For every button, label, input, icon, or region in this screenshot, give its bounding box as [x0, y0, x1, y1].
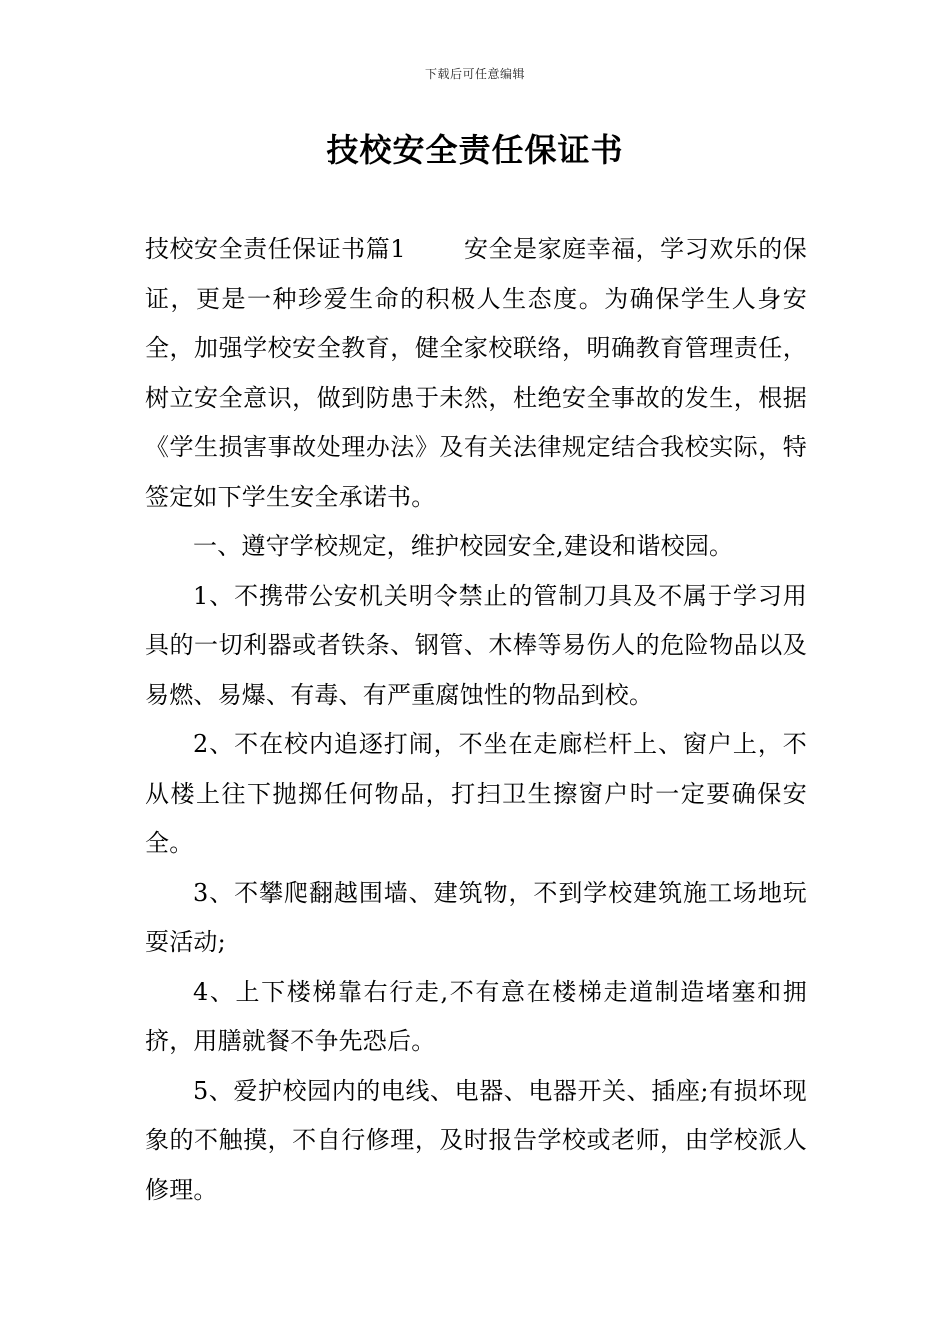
rule-paragraph-4: 4、上下楼梯靠右行走,不有意在楼梯走道制造堵塞和拥挤，用膳就餐不争先恐后。 [145, 977, 807, 1055]
document-title: 技校安全责任保证书 [326, 131, 624, 169]
section-heading: 技校安全责任保证书篇1 [145, 235, 406, 263]
header-note: 下载后可任意编辑 [424, 67, 525, 81]
rule-paragraph-0: 一、遵守学校规定，维护校园安全,建设和谐校园。 [193, 532, 734, 560]
intro-paragraph [145, 225, 807, 522]
rule-paragraph-2: 2、不在校内追逐打闹，不坐在走廊栏杆上、窗户上，不从楼上往下抛掷任何物品，打扫卫生擦窗户时一定要确保安全。 [145, 730, 807, 857]
document-body [145, 225, 807, 1215]
rule-paragraph-3: 3、不攀爬翻越围墙、建筑物，不到学校建筑施工场地玩耍活动; [145, 878, 807, 956]
rule-paragraph-5: 5、爱护校园内的电线、电器、电器开关、插座;有损坏现象的不触摸，不自行修理，及时报告学校或老师，由学校派人修理。 [145, 1076, 807, 1204]
rule-paragraph-1: 1、不携带公安机关明令禁止的管制刀具及不属于学习用具的一切利器或者铁条、钢管、木棒等易伤人的危险物品以及易燃、易爆、有毒、有严重腐蚀性的物品到校。 [145, 581, 807, 709]
intro-text: 安全是家庭幸福，学习欢乐的保证，更是一种珍爱生命的积极人生态度。为确保学生人身安全，加强学校安全教育，健全家校联络，明确教育管理责任，树立安全意识，做到防患于未然，杜绝安全事故的发生，根据《学生损害事故处理办法》及有关法律规定结合我校实际，特签定如下学生安全承诺书。 [145, 235, 807, 511]
